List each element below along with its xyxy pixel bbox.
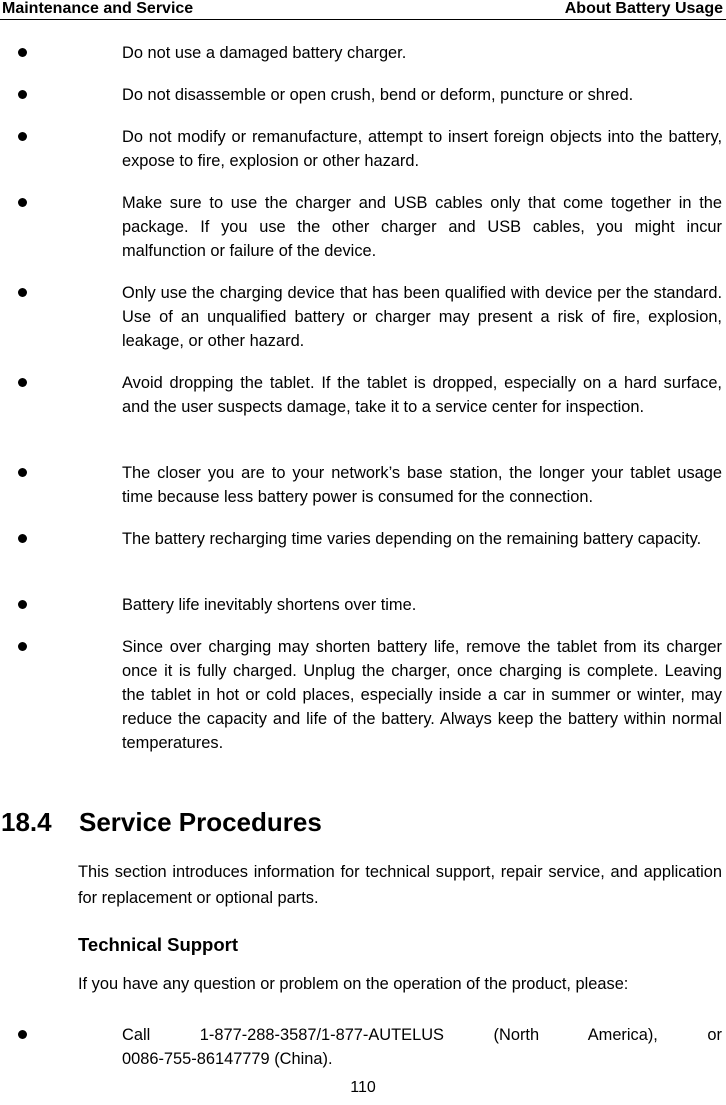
bullet-icon <box>18 534 27 543</box>
bullet-icon <box>18 90 27 99</box>
section-intro: This section introduces information for technical support, repair service, and application for replacement or optional parts. <box>78 863 722 907</box>
bullet-icon <box>18 1030 27 1039</box>
bullet-icon <box>18 288 27 297</box>
bullet-text: The battery recharging time varies depending on the remaining battery capacity. <box>122 530 702 548</box>
section-number: 18.4 <box>1 807 52 837</box>
bullet-icon <box>18 600 27 609</box>
bullet-text: The closer you are to your network’s base station, the longer your tablet usage time because less battery power is consumed for the connection. <box>122 464 722 506</box>
header-chapter: Maintenance and Service <box>2 0 194 17</box>
bullet-text: Do not disassemble or open crush, bend or deform, puncture or shred. <box>122 86 634 104</box>
support-text: If you have any question or problem on the operation of the product, please: <box>78 975 629 993</box>
bullet-text: Avoid dropping the tablet. If the tablet is dropped, especially on a hard surface, and the user suspects damage, take it to a service center for inspection. <box>122 374 722 416</box>
header-rule <box>0 19 726 20</box>
header-section: About Battery Usage <box>564 0 723 17</box>
bullet-icon <box>18 468 27 477</box>
bullet-icon <box>18 198 27 207</box>
bullet-icon <box>18 48 27 57</box>
section-heading <box>1 806 322 838</box>
bullet-text: Since over charging may shorten battery life, remove the tablet from its charger once it is fully charged. Unplug the charger, once charging is complete. Leaving the tablet in hot or cold places, especially inside a car in summer or winter, may reduce the capacity and life of the battery. Always keep the battery within normal temperatures. <box>122 638 722 752</box>
bullet-icon <box>18 132 27 141</box>
bullet-icon <box>18 378 27 387</box>
call-line-2: 0086-755-86147779 (China). <box>122 1050 333 1068</box>
bullet-text: Only use the charging device that has been qualified with device per the standard. Use of an unqualified battery or charger may present a risk of fire, explosion, leakage, or other hazard. <box>122 284 722 350</box>
bullet-text: Do not modify or remanufacture, attempt to insert foreign objects into the battery, expose to fire, explosion or other hazard. <box>122 128 722 170</box>
call-line-1: Call 1-877-288-3587/1-877-AUTELUS (North America), or <box>122 1026 722 1044</box>
page-number: 110 <box>350 1079 376 1096</box>
bullet-icon <box>18 642 27 651</box>
section-title: Service Procedures <box>79 807 322 837</box>
bullet-text: Make sure to use the charger and USB cables only that come together in the package. If you use the other charger and USB cables, you might incur malfunction or failure of the device. <box>122 194 722 260</box>
call-text <box>122 1023 722 1071</box>
subsection-heading: Technical Support <box>78 934 239 955</box>
bullet-text: Battery life inevitably shortens over time. <box>122 596 417 614</box>
bullet-text: Do not use a damaged battery charger. <box>122 44 407 62</box>
